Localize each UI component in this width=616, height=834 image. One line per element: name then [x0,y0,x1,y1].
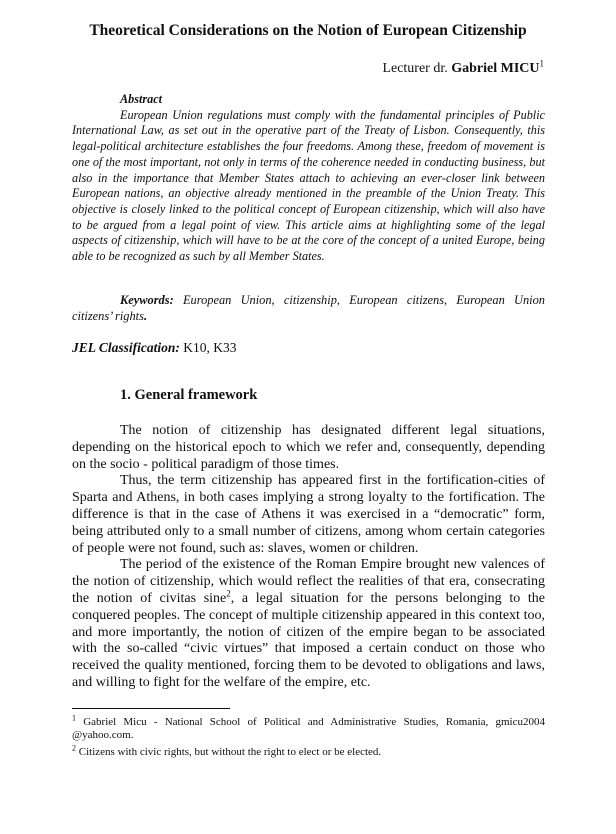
author-prefix: Lecturer dr. [382,61,452,76]
footnote-divider [72,708,230,709]
footnote-2-mark: 2 [72,743,76,753]
abstract-heading: Abstract [120,92,162,106]
abstract-block [72,92,545,265]
jel-label: JEL Classification: [72,340,180,355]
keywords-text: European Union, citizenship, European citizens, European Union citizens’ rights [72,293,545,323]
footnote-1 [72,713,545,742]
footnote-1-mark: 1 [72,713,76,723]
author-name: Gabriel MICU [451,61,540,76]
keywords-label: Keywords: [120,293,174,307]
footnote-2 [72,743,545,759]
author-footnote-mark: 1 [539,58,544,69]
paragraph-3 [72,557,545,691]
section-heading: 1. General framework [120,387,258,403]
paragraph-2: Thus, the term citizenship has appeared first in the fortification-cities of Sparta and Athens, in both cases implying a strong loyalty to the fortification. The difference is that in the case of Athens it was exercised in a “democratic” form, being attributed only to a small number of citizens, among whom certain categories of people were not found, such as: slaves, women or children. [72,473,545,556]
footnote-1-text: Gabriel Micu - National School of Political and Administrative Studies, Romania, gmicu2004 @yahoo.com. [72,716,545,741]
keywords [72,292,545,324]
footnote-2-text: Citizens with civic rights, but without the right to elect or be elected. [76,746,382,758]
paragraph-3-part-b: , a legal situation for the persons belonging to the conquered peoples. The concept of multiple citizenship appeared in this context too, and more importantly, the notion of citizen of the empire began to be associated with the so-called “civic virtues” that imposed a certain conduct on those who received the quality mentioned, forcing them to be devoted to obligations and laws, and willing to fight for the welfare of the empire, etc. [72,590,545,690]
paragraph-3-part-a: The period of the existence of the Roman Empire brought new valences of the notion of citizenship, which would reflect the realities of that era, consecrating the notion of civitas sine [72,557,545,606]
body-text [72,423,545,692]
jel-classification [72,340,545,356]
abstract-text: European Union regulations must comply with the fundamental principles of Public International Law, as set out in the operative part of the Treaty of Lisbon. Consequently, this legal-political architecture establishes the four freedoms. Among these, freedom of movement is one of the most important, not only in terms of the coherence needed in conducting business, but also in the importance that Member States attach to achieving an ever-closer link between European nations, an objective already mentioned in the preamble of the Union Treaty. This objective is closely linked to the political concept of European citizenship, which will also have to be argued from a legal point of view. This article aims at highlighting some of the legal aspects of citizenship, which will have to be at the core of the concept of a united Europe, being able to be recognized as such by all Member States. [72,107,545,264]
paragraph-1: The notion of citizenship has designated different legal situations, depending on the historical epoch to which we refer and, consequently, depending on the socio - political paradigm of those times. [72,423,545,472]
jel-codes: K10, K33 [179,340,237,355]
author-line [382,58,544,77]
footnote-ref-2: 2 [226,588,231,599]
keywords-end: . [143,309,148,323]
paper-title: Theoretical Considerations on the Notion of European Citizenship [89,22,527,39]
